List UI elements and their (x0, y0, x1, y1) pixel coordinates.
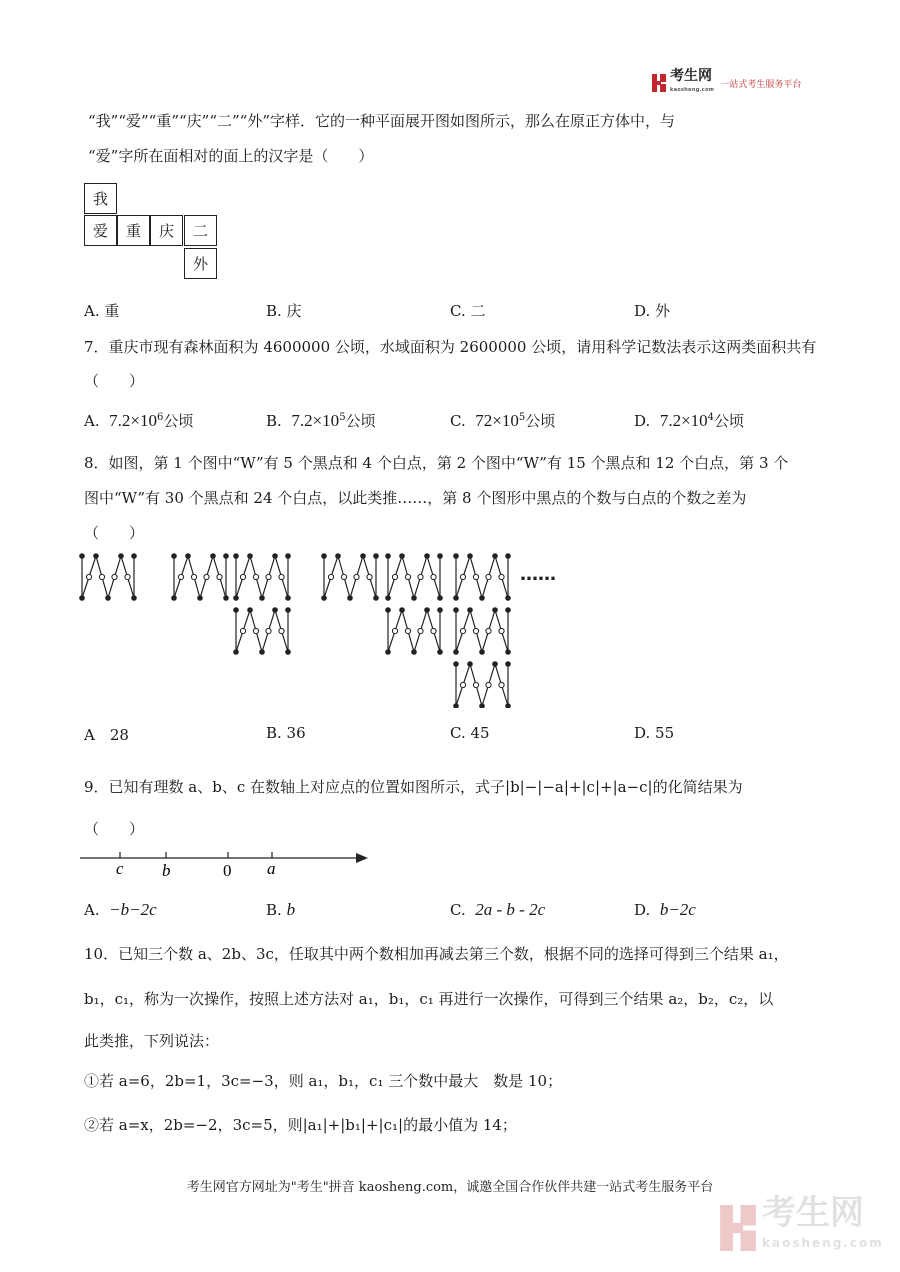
header-slogan: 一站式考生服务平台 (720, 79, 802, 90)
q9-c-label: C. (450, 901, 466, 919)
q9-d-label: D. (634, 901, 651, 919)
axis-label-c: c (116, 859, 124, 878)
q6-line1: “我”“爱”“重”“庆”“二”“外”字样．它的一种平面展开图如图所示，那么在原正方体中，与 (88, 112, 676, 130)
watermark-mark-icon (720, 1205, 756, 1251)
w-fig3-5 (453, 607, 511, 655)
watermark-text: 考生网 (762, 1193, 864, 1233)
q9-d-value: b−2c (659, 900, 696, 919)
net-cell-3: 重 (117, 215, 150, 246)
q10-statement-1: ①若 a=6，2b=1，3c=−3，则 a₁，b₁，c₁ 三个数中最大 数是 10； (84, 1072, 563, 1090)
q7-b-unit: 公顷 (345, 412, 376, 430)
footer-text: 考生网官方网址为"考生"拼音 kaosheng.com，诚邀全国合作伙伴共建一站式考生服务平台 (186, 1180, 714, 1195)
q7-c-mantissa: 72 (475, 411, 493, 430)
q7-a-mantissa: 7.2 (109, 411, 131, 430)
q7-line2: （ ） (84, 372, 145, 390)
q9-option-c (450, 900, 545, 920)
q7-d-mantissa: 7.2 (659, 411, 682, 430)
q9-a-label: A. (84, 901, 100, 919)
w-fig3-4 (385, 607, 443, 655)
q8-line3: （ ） (84, 524, 145, 542)
q8-line1: 8．如图，第 1 个图中“W”有 5 个黑点和 4 个白点，第 2 个图中“W”有 15 个黑点和 12 个白点，第 3 个 (84, 454, 789, 472)
net-cell-6: 外 (184, 248, 217, 279)
q7-option-d (634, 410, 744, 431)
q7-a-base: ×10 (130, 411, 157, 430)
w-fig3-1 (321, 553, 379, 601)
net-cell-5: 二 (184, 215, 217, 246)
q9-option-a (84, 900, 157, 920)
axis-label-b: b (162, 861, 171, 880)
logo-mark-icon (652, 74, 666, 92)
w-fig1-1 (79, 553, 137, 601)
q8-option-c: C. 45 (450, 724, 490, 742)
q7-option-c (450, 410, 555, 431)
q9-line2: （ ） (84, 820, 145, 838)
w-fig3-6 (453, 661, 511, 708)
q10-line1: 10．已知三个数 a、2b、3c，任取其中两个数相加再减去第三个数，根据不同的选择可得到三个结果 a₁， (84, 945, 789, 963)
w-fig2-1 (171, 553, 229, 601)
axis-label-0: 0 (223, 861, 232, 880)
watermark-logo (720, 1193, 884, 1258)
q7-c-exp: 5 (518, 412, 526, 423)
q7-d-base: ×10 (681, 411, 708, 430)
q6-option-b: B. 庆 (266, 302, 302, 320)
w-pattern-figure (70, 548, 570, 708)
q10-line2: b₁，c₁，称为一次操作，按照上述方法对 a₁，b₁，c₁ 再进行一次操作，可得到三个结果 a₂，b₂，c₂，以 (84, 990, 774, 1008)
q9-line1: 9．已知有理数 a、b、c 在数轴上对应点的位置如图所示，式子|b|−|−a|+|c|+|a−c|的化简结果为 (84, 778, 743, 796)
q7-option-b (266, 410, 376, 431)
q7-b-exp: 5 (339, 412, 346, 423)
q8-option-d: D. 55 (634, 724, 675, 742)
net-cell-1: 我 (84, 183, 117, 214)
w-fig2-3 (233, 607, 291, 655)
q10-statement-2: ②若 a=x，2b=−2，3c=5，则|a₁|+|b₁|+|c₁|的最小值为 14； (84, 1116, 517, 1134)
w-fig2-2 (233, 553, 291, 601)
q9-b-label: B. (266, 901, 282, 919)
q7-c-base: ×10 (492, 411, 519, 430)
q7-d-label: D. (634, 412, 651, 430)
axis-label-a: a (267, 859, 276, 878)
q7-a-label: A. (84, 412, 100, 430)
q7-line1: 7．重庆市现有森林面积为 4600000 公顷，水域面积为 2600000 公顷，请用科学记数法表示这两类面积共有 (84, 338, 817, 356)
logo-sub: kaosheng.com (670, 87, 715, 93)
q9-option-d (634, 900, 696, 920)
q10-line3: 此类推，下列说法： (84, 1032, 220, 1050)
q7-b-base: ×10 (312, 411, 340, 430)
q9-b-value: b (286, 900, 296, 919)
number-line (80, 846, 380, 886)
q7-b-mantissa: 7.2 (291, 411, 313, 430)
net-cell-2: 爱 (84, 215, 117, 246)
q8-option-a: A 28 (84, 726, 129, 744)
q8-line2: 图中“W”有 30 个黑点和 24 个白点，以此类推……，第 8 个图形中黑点的个数与白点的个数之差为 (84, 489, 747, 507)
q7-option-a (84, 410, 193, 431)
q6-line2: “爱”字所在面相对的面上的汉字是（ ） (88, 147, 374, 165)
q7-b-label: B. (266, 412, 282, 430)
w-fig3-2 (385, 553, 443, 601)
w-ellipsis: …… (520, 564, 556, 585)
q6-option-a: A. 重 (84, 302, 120, 320)
q7-c-unit: 公顷 (525, 412, 556, 430)
logo-text: 考生网 (670, 68, 712, 84)
q7-a-exp: 6 (157, 412, 164, 423)
q9-a-value: −b−2c (109, 900, 157, 919)
watermark-sub: kaosheng.com (762, 1236, 884, 1250)
w-fig3-3 (453, 553, 511, 601)
q9-option-b (266, 900, 295, 920)
q7-a-unit: 公顷 (163, 412, 194, 430)
q6-option-c: C. 二 (450, 302, 486, 320)
q7-c-label: C. (450, 412, 466, 430)
net-cell-4: 庆 (150, 215, 183, 246)
q6-option-d: D. 外 (634, 302, 671, 320)
q7-d-unit: 公顷 (714, 412, 745, 430)
q7-d-exp: 4 (707, 412, 715, 423)
header-logo (652, 68, 802, 94)
q9-c-value: 2a - b - 2c (475, 900, 546, 919)
q8-option-b: B. 36 (266, 724, 306, 742)
